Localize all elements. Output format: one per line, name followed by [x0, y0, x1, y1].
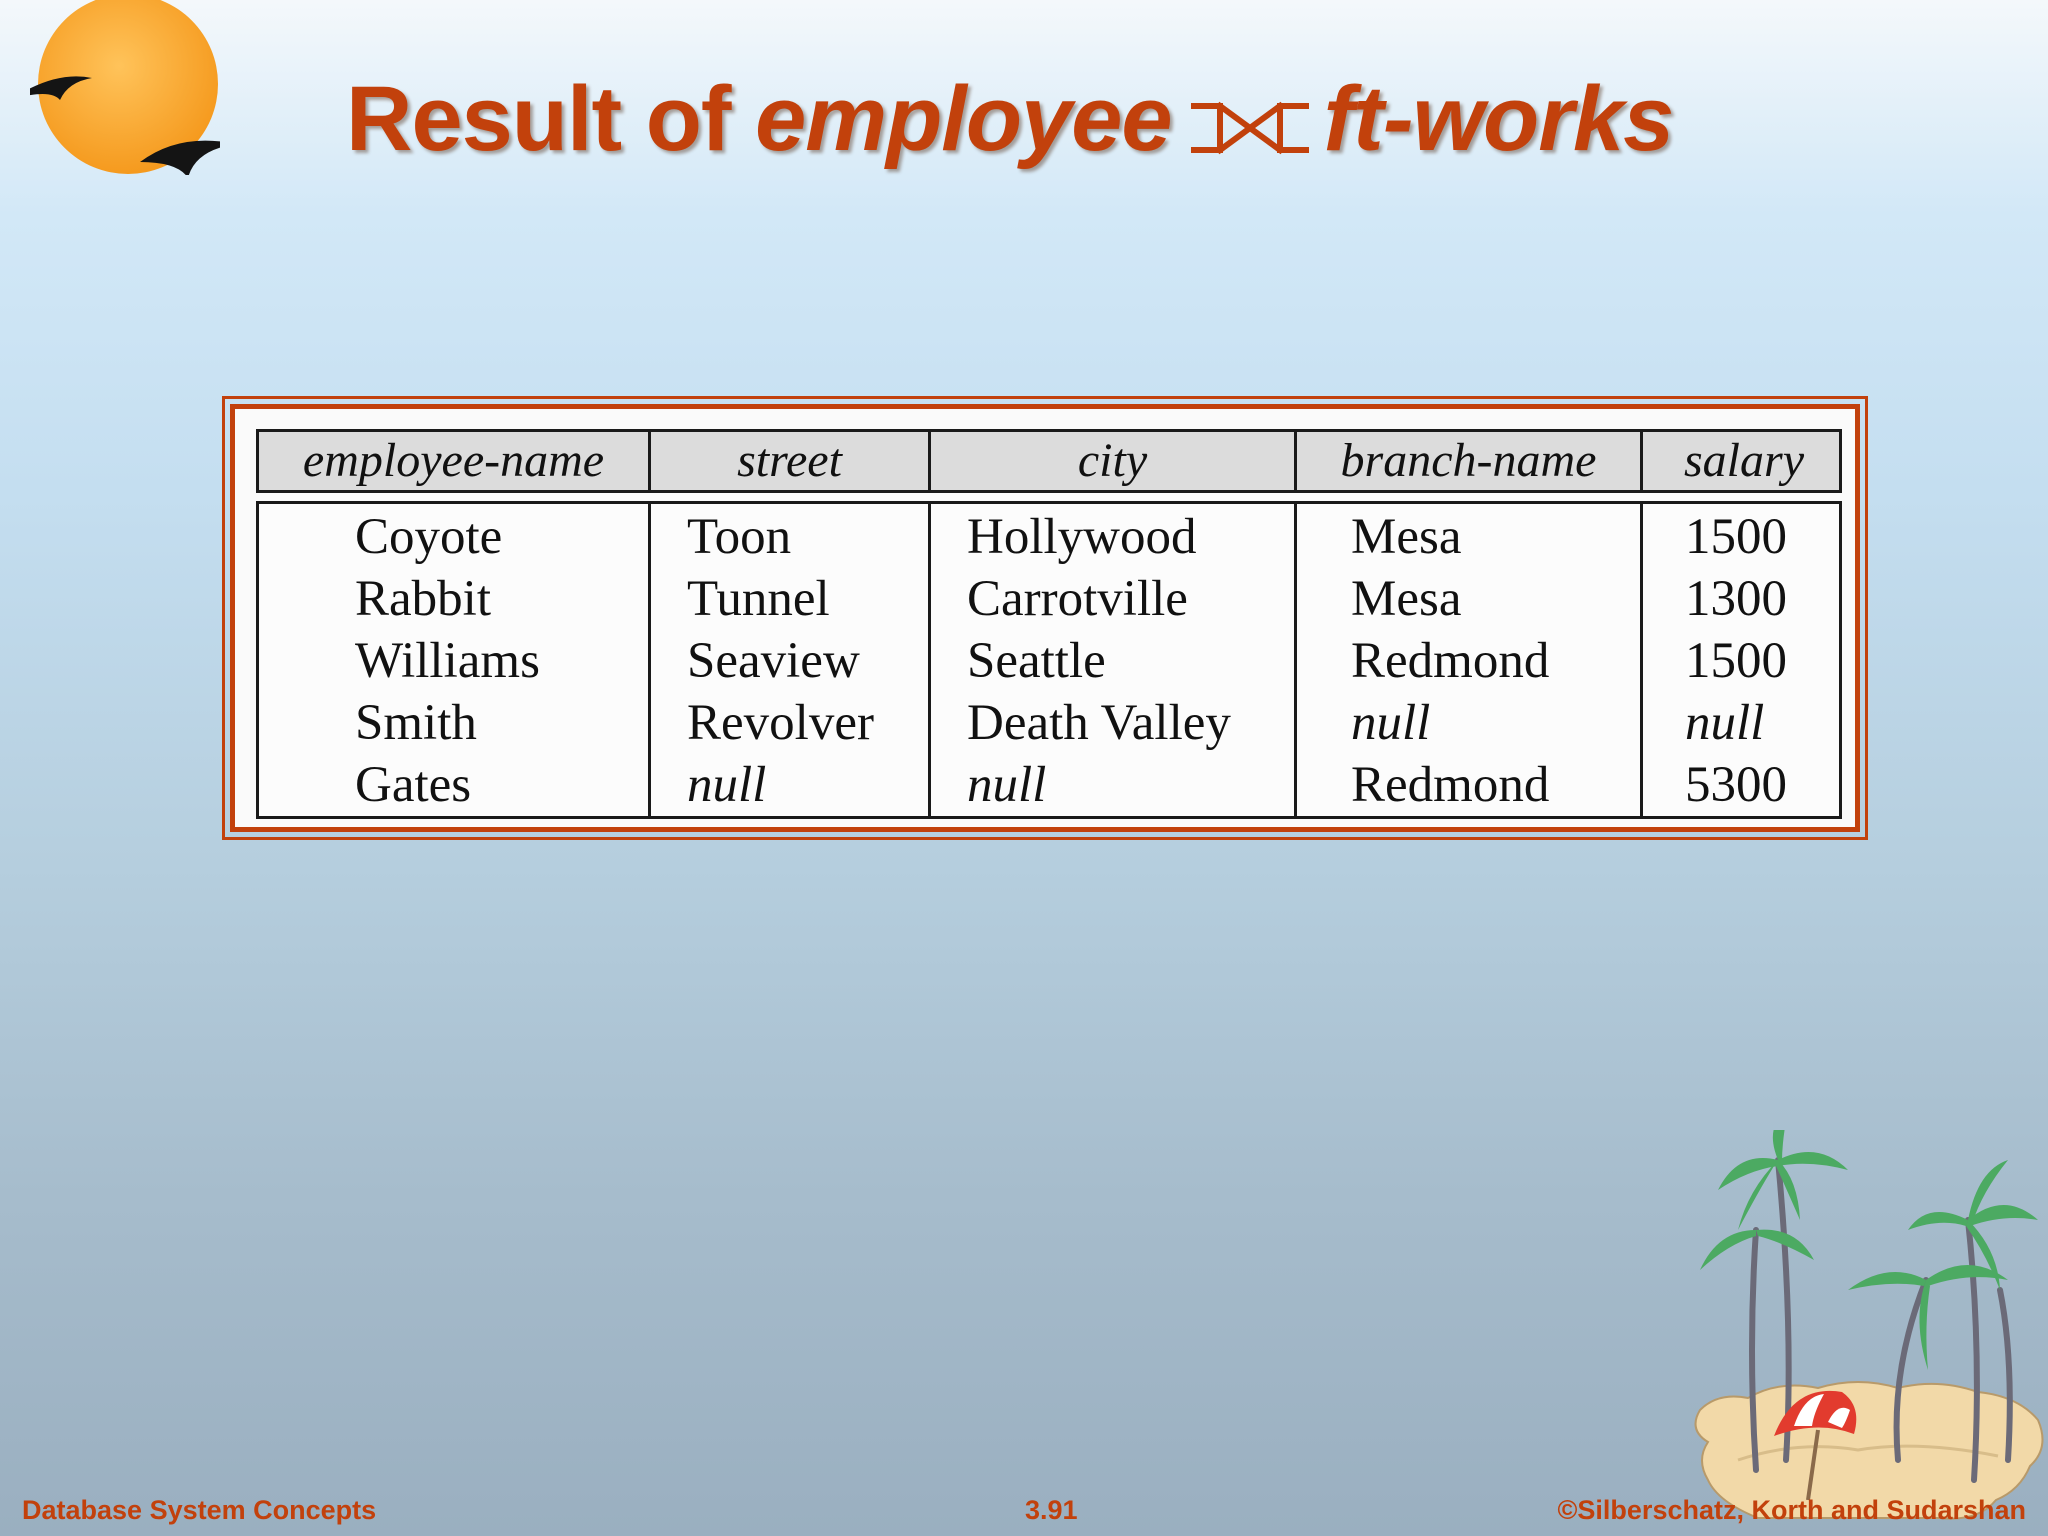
- table-cell: 1500: [1685, 633, 1787, 689]
- column-header-employee-name: employee-name: [259, 432, 651, 490]
- table-cell: null: [967, 757, 1047, 813]
- table-cell: Mesa: [1351, 571, 1462, 627]
- table-cell: Mesa: [1351, 509, 1462, 565]
- table-cell: Carrotville: [967, 571, 1188, 627]
- table-cell: Redmond: [1351, 633, 1550, 689]
- table-cell: 1500: [1685, 509, 1787, 565]
- title-left-relation: employee: [755, 68, 1172, 170]
- column-header-city: city: [931, 432, 1297, 490]
- full-outer-join-icon: [1190, 100, 1310, 156]
- table-cell: null: [1685, 695, 1765, 751]
- footer-page-number: 3.91: [1025, 1495, 1078, 1525]
- table-cell: Death Valley: [967, 695, 1231, 751]
- sun-with-birds-icon: [30, 0, 220, 175]
- table-header-row: [256, 429, 1842, 493]
- column-street: [651, 504, 931, 816]
- table-cell: Coyote: [355, 509, 503, 565]
- table-cell: 5300: [1685, 757, 1787, 813]
- column-branch-name: [1297, 504, 1643, 816]
- table-cell: Hollywood: [967, 509, 1197, 565]
- footer-course-title: Database System Concepts: [22, 1495, 377, 1525]
- table-cell: Smith: [355, 695, 477, 751]
- table-cell: Rabbit: [355, 571, 491, 627]
- table-cell: Gates: [355, 757, 472, 813]
- table-cell: Revolver: [687, 695, 874, 751]
- slide-title: [346, 64, 1673, 174]
- title-prefix: Result of: [346, 68, 756, 170]
- result-relation-table: [256, 429, 1842, 819]
- table-cell: Williams: [355, 633, 540, 689]
- table-cell: Seaview: [687, 633, 860, 689]
- palm-island-icon: [1678, 1130, 2048, 1530]
- table-body: [256, 501, 1842, 819]
- footer-copyright: ©Silberschatz, Korth and Sudarshan: [1557, 1495, 2026, 1525]
- column-header-street: street: [651, 432, 931, 490]
- column-header-branch-name: branch-name: [1297, 432, 1643, 490]
- table-cell: 1300: [1685, 571, 1787, 627]
- title-right-relation: ft-works: [1323, 68, 1674, 170]
- table-cell: null: [1351, 695, 1431, 751]
- table-cell: Tunnel: [687, 571, 830, 627]
- column-salary: [1643, 504, 1845, 816]
- table-cell: null: [687, 757, 767, 813]
- table-cell: Seattle: [967, 633, 1106, 689]
- table-cell: Redmond: [1351, 757, 1550, 813]
- result-table-border: [230, 404, 1860, 832]
- column-employee-name: [259, 504, 651, 816]
- column-header-salary: salary: [1684, 434, 1804, 487]
- table-cell: Toon: [687, 509, 792, 565]
- result-table-frame: [222, 396, 1868, 840]
- column-city: [931, 504, 1297, 816]
